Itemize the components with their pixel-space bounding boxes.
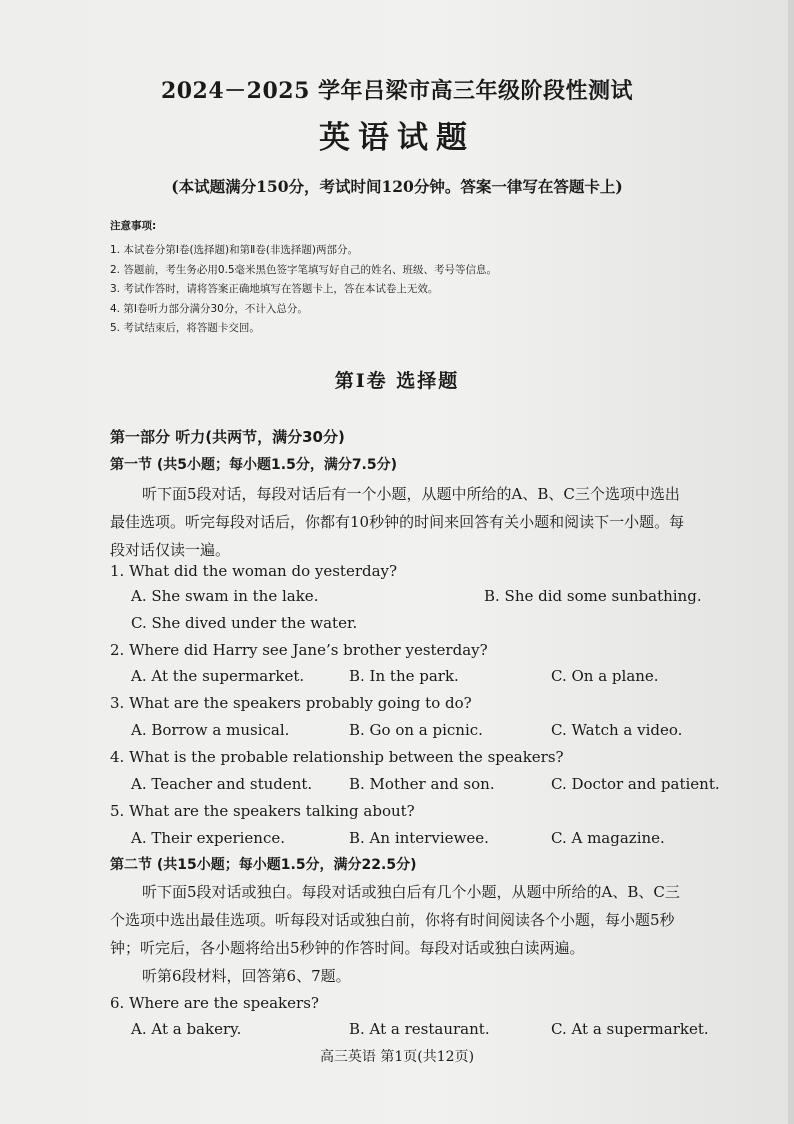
option-a: A. Borrow a musical. xyxy=(131,721,290,739)
option-b: B. Mother and son. xyxy=(349,775,495,793)
exam-title: 2024－2025 学年吕梁市高三年级阶段性测试 xyxy=(160,78,634,104)
section2-instruction: 听下面5段对话或独白。每段对话或独白后有几个小题，从题中所给的A、B、C三个选项中选出最佳选项。听每段对话或独白前，你将有时间阅读各个小题，每小题5秒钟；听完后，各小题将给出5秒钟的作答时间。每段对话或独白读两遍。 xyxy=(110,883,680,957)
volume-title: 第Ⅰ卷 选择题 xyxy=(334,370,460,392)
question-stem: 5. What are the speakers talking about? xyxy=(110,802,415,820)
option-c: C. Watch a video. xyxy=(551,721,683,739)
section1-instruction: 听下面5段对话，每段对话后有一个小题，从题中所给的A、B、C三个选项中选出最佳选项。听完每段对话后，你都有10秒钟的时间来回答有关小题和阅读下一小题。每段对话仅读一遍。 xyxy=(110,485,685,559)
option-c: C. Doctor and patient. xyxy=(551,775,720,793)
option-c: C. On a plane. xyxy=(551,667,659,685)
option-c: C. At a supermarket. xyxy=(551,1020,709,1038)
option-b: B. She did some sunbathing. xyxy=(484,587,702,605)
option-a: A. Teacher and student. xyxy=(131,775,313,793)
option-b: B. An interviewee. xyxy=(349,829,489,847)
option-a: A. At the supermarket. xyxy=(131,667,305,685)
page-footer: 高三英语 第1页(共12页) xyxy=(319,1049,475,1065)
option-c: C. She dived under the water. xyxy=(131,614,358,632)
section2-title: 第二节 (共15小题；每小题1.5分，满分22.5分) xyxy=(110,857,417,873)
question-stem: 2. Where did Harry see Jane’s brother yesterday? xyxy=(110,641,488,659)
option-a: A. She swam in the lake. xyxy=(131,587,319,605)
option-b: B. At a restaurant. xyxy=(349,1020,490,1038)
option-b: B. In the park. xyxy=(349,667,459,685)
subject-title: 英语试题 xyxy=(319,120,475,156)
question-stem: 4. What is the probable relationship between the speakers? xyxy=(110,748,564,766)
question-stem: 6. Where are the speakers? xyxy=(110,994,319,1012)
option-a: A. Their experience. xyxy=(131,829,286,847)
option-c: C. A magazine. xyxy=(551,829,665,847)
question-stem: 3. What are the speakers probably going to do? xyxy=(110,694,472,712)
option-a: A. At a bakery. xyxy=(131,1020,242,1038)
part1-title: 第一部分 听力(共两节，满分30分) xyxy=(110,428,345,446)
note-item: 2. 答题前，考生务必用0.5毫米黑色签字笔填写好自己的姓名、班级、考号等信息。 xyxy=(110,263,498,276)
exam-subtitle: (本试题满分150分，考试时间120分钟。答案一律写在答题卡上) xyxy=(171,177,623,196)
notes-heading: 注意事项: xyxy=(110,220,157,232)
notes-block xyxy=(110,218,497,339)
option-b: B. Go on a picnic. xyxy=(349,721,483,739)
note-item: 5. 考试结束后，将答题卡交回。 xyxy=(110,322,260,334)
question-stem: 1. What did the woman do yesterday? xyxy=(110,562,398,580)
note-item: 4. 第Ⅰ卷听力部分满分30分，不计入总分。 xyxy=(110,302,308,315)
note-item: 1. 本试卷分第Ⅰ卷(选择题)和第Ⅱ卷(非选择题)两部分。 xyxy=(110,244,359,256)
note-item: 3. 考试作答时，请将答案正确地填写在答题卡上，答在本试卷上无效。 xyxy=(110,283,439,295)
material-note: 听第6段材料，回答第6、7题。 xyxy=(142,967,351,985)
section1-title: 第一节 (共5小题；每小题1.5分，满分7.5分) xyxy=(110,457,398,473)
